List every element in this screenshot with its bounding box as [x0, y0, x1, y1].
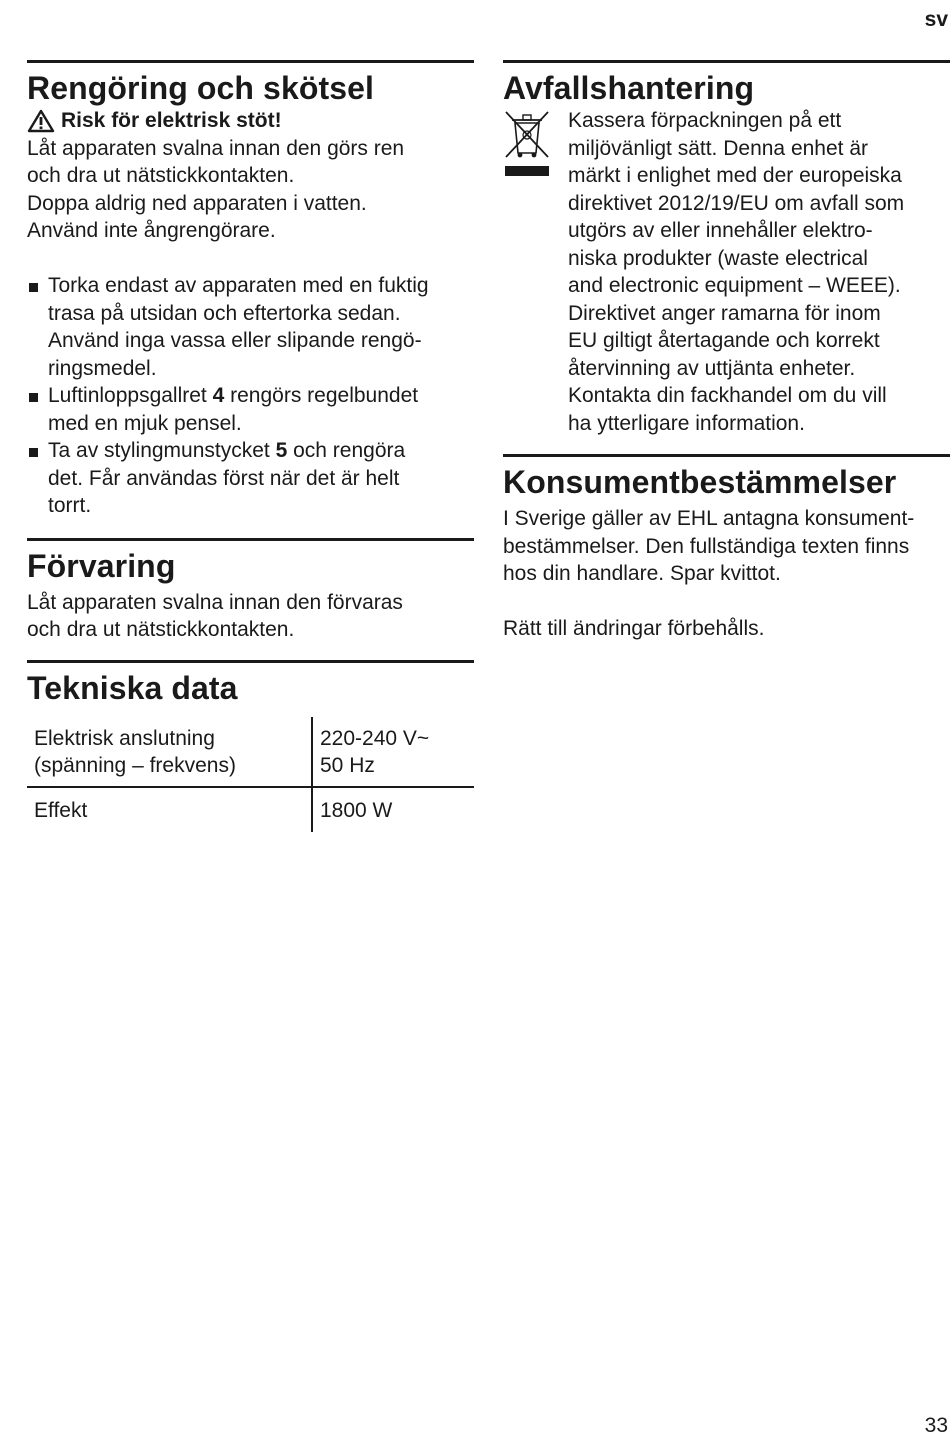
table-cell-value: 220-240 V~ 50 Hz [320, 726, 430, 777]
storage-section [27, 538, 474, 644]
consumer-title: Konsumentbestämmelser [503, 464, 897, 500]
warning-triangle-icon [27, 109, 55, 133]
cleaning-title: Rengöring och skötsel [27, 70, 375, 106]
part-number: 4 [212, 384, 225, 407]
warning-text [27, 135, 474, 245]
table-row [27, 787, 474, 833]
table-cell-label: Effekt [27, 787, 312, 833]
weee-crossed-bin-icon [503, 109, 551, 179]
list-item: Torka endast av apparaten med en fuktig trasa på utsidan och eftertorka sedan. Använd inga vassa eller slipande rengö- ringsmedel. [27, 272, 474, 382]
left-column [27, 60, 474, 832]
waste-title: Avfallshantering [503, 70, 755, 106]
list-item: Ta av stylingmunstycket 5 och rengöra det. Får användas först när det är helt torrt. [27, 437, 474, 520]
consumer-section [503, 454, 950, 643]
text-line: Låt apparaten svalna innan den görs ren [27, 136, 405, 160]
cleaning-bullet-list [27, 272, 474, 520]
waste-section [503, 60, 950, 437]
bullet-square-icon [29, 393, 38, 402]
text-line: Använd inte ångrengörare. [27, 219, 276, 242]
storage-text: Låt apparaten svalna innan den förvaras och dra ut nätstickkontakten. [27, 590, 403, 641]
text-line: och dra ut nätstickkontakten. [27, 164, 295, 187]
text-line: Doppa aldrig ned apparaten i vatten. [27, 191, 367, 215]
table-cell-value: 1800 W [312, 787, 474, 833]
right-column [503, 60, 950, 643]
table-cell-label: Elektrisk anslutning (spänning – frekvens) [27, 717, 312, 787]
language-code: sv [924, 8, 948, 31]
cleaning-section [27, 60, 474, 520]
part-number: 5 [275, 439, 288, 462]
tech-data-section [27, 660, 474, 833]
bullet-square-icon [29, 283, 38, 292]
waste-text: Kassera förpackningen på ett miljövänligt sätt. Denna enhet är märkt i enlighet med der europeiska direktivet 2012/19/EU om avfall som utgörs av eller innehåller elektro- niska produkter (waste electrical and electronic equipment – WEEE). Direktivet anger ramarna för inom EU giltigt återtagande och korrekt återvinning av uttjänta enheter. Kontakta din fackhandel om du vill ha ytterligare information. [568, 109, 905, 435]
tech-data-table [27, 717, 474, 833]
consumer-text: I Sverige gäller av EHL antagna konsument- bestämmelser. Den fullständiga texten finns hos din handlare. Spar kvittot. [503, 507, 915, 585]
tech-data-title: Tekniska data [27, 669, 238, 706]
page-number: 33 [924, 1414, 948, 1437]
table-row [27, 717, 474, 787]
warning-heading [27, 107, 474, 135]
bullet-square-icon [29, 448, 38, 457]
storage-title: Förvaring [27, 547, 176, 584]
disclaimer-note: Rätt till ändringar förbehålls. [503, 617, 765, 640]
list-item: Luftinloppsgallret 4 rengörs regelbundet med en mjuk pensel. [27, 382, 474, 437]
warning-title: Risk för elektrisk stöt! [61, 109, 282, 132]
